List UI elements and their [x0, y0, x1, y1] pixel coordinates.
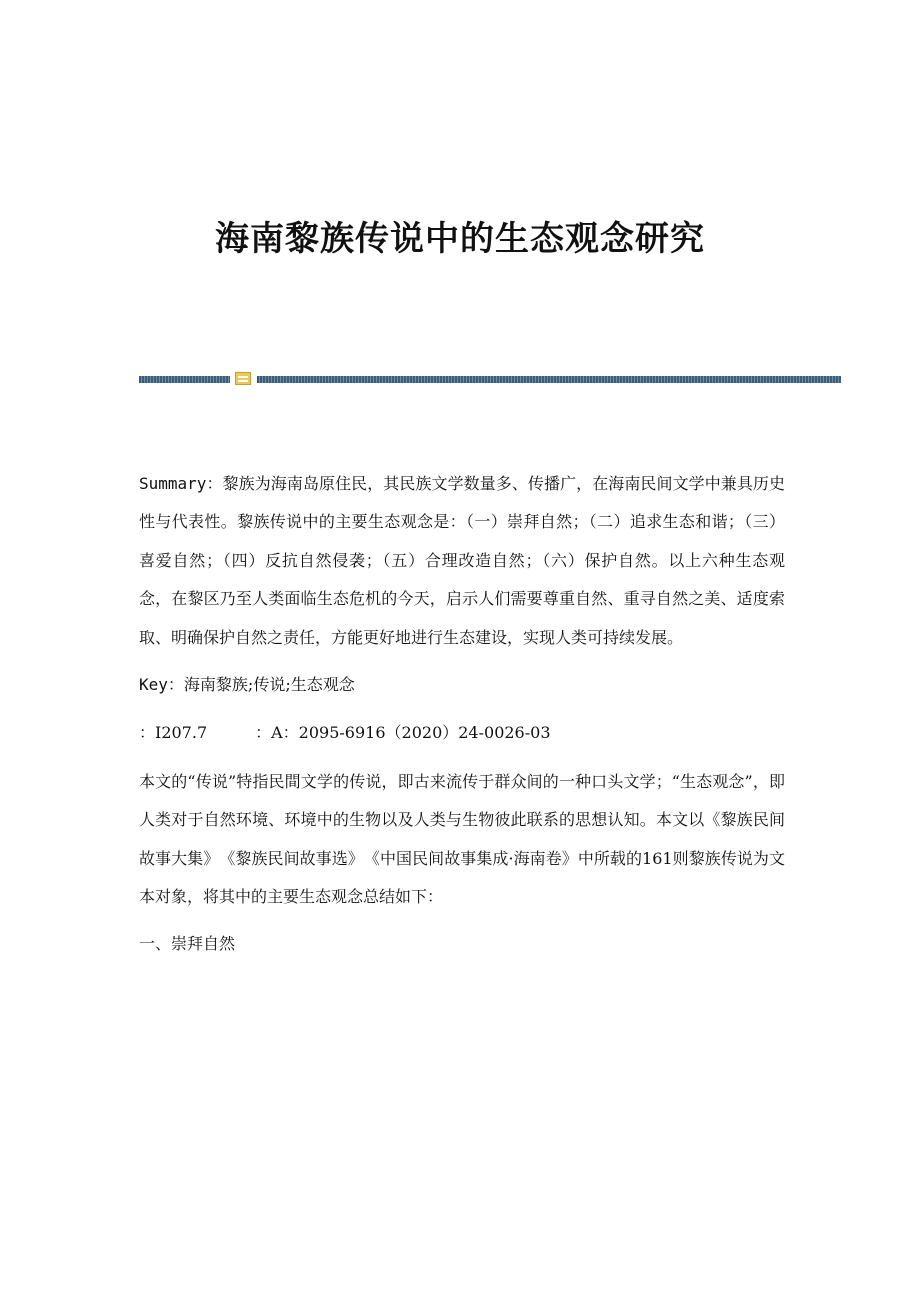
summary-separator: ：: [206, 474, 223, 493]
summary-paragraph: [139, 465, 785, 657]
document-body: [139, 465, 785, 964]
keywords-label: Key: [139, 675, 168, 695]
keywords-separator: ：: [167, 675, 184, 695]
classification-text: ：I207.7 ：A：2095-6916（2020）24-0026-03: [139, 723, 551, 743]
summary-label: Summary: [139, 474, 207, 493]
intro-paragraph: 本文的“传说”特指民間文学的传说，即古来流传于群众间的一种口头文学；“生态观念”，即人类对于自然环境、环境中的生物以及人类与生物彼此联系的思想认知。本文以《黎族民间故事大集》 《黎族民间故事选》 《中国民间故事集成·海南卷》中所载的161则黎族传说为文本对象，将其中的主要生态观念总结如下：: [139, 771, 785, 907]
divider-bar-right: [257, 376, 841, 383]
keywords-text: 海南黎族;传说;生态观念: [183, 675, 355, 695]
envelope-icon: [235, 372, 251, 385]
summary-text: 黎族为海南岛原住民，其民族文学数量多、传播广，在海南民间文学中兼具历史性与代表性。黎族传说中的主要生态观念是：（一）崇拜自然；（二）追求生态和谐；（三）喜爱自然；（四）反抗自然侵袭；（五）合理改造自然；（六）保护自然。以上六种生态观念，在黎区乃至人类面临生态危机的今天，启示人们需要尊重自然、重寻自然之美、适度索取、明确保护自然之责任，方能更好地进行生态建设，实现人类可持续发展。: [139, 474, 785, 647]
document-title: 海南黎族传说中的生态观念研究: [215, 219, 705, 259]
classification-line: [139, 714, 785, 752]
keywords-paragraph: [139, 666, 785, 704]
title-divider: [139, 371, 841, 387]
section-heading: 一、崇拜自然: [139, 934, 236, 954]
divider-bar-left: [139, 376, 230, 383]
